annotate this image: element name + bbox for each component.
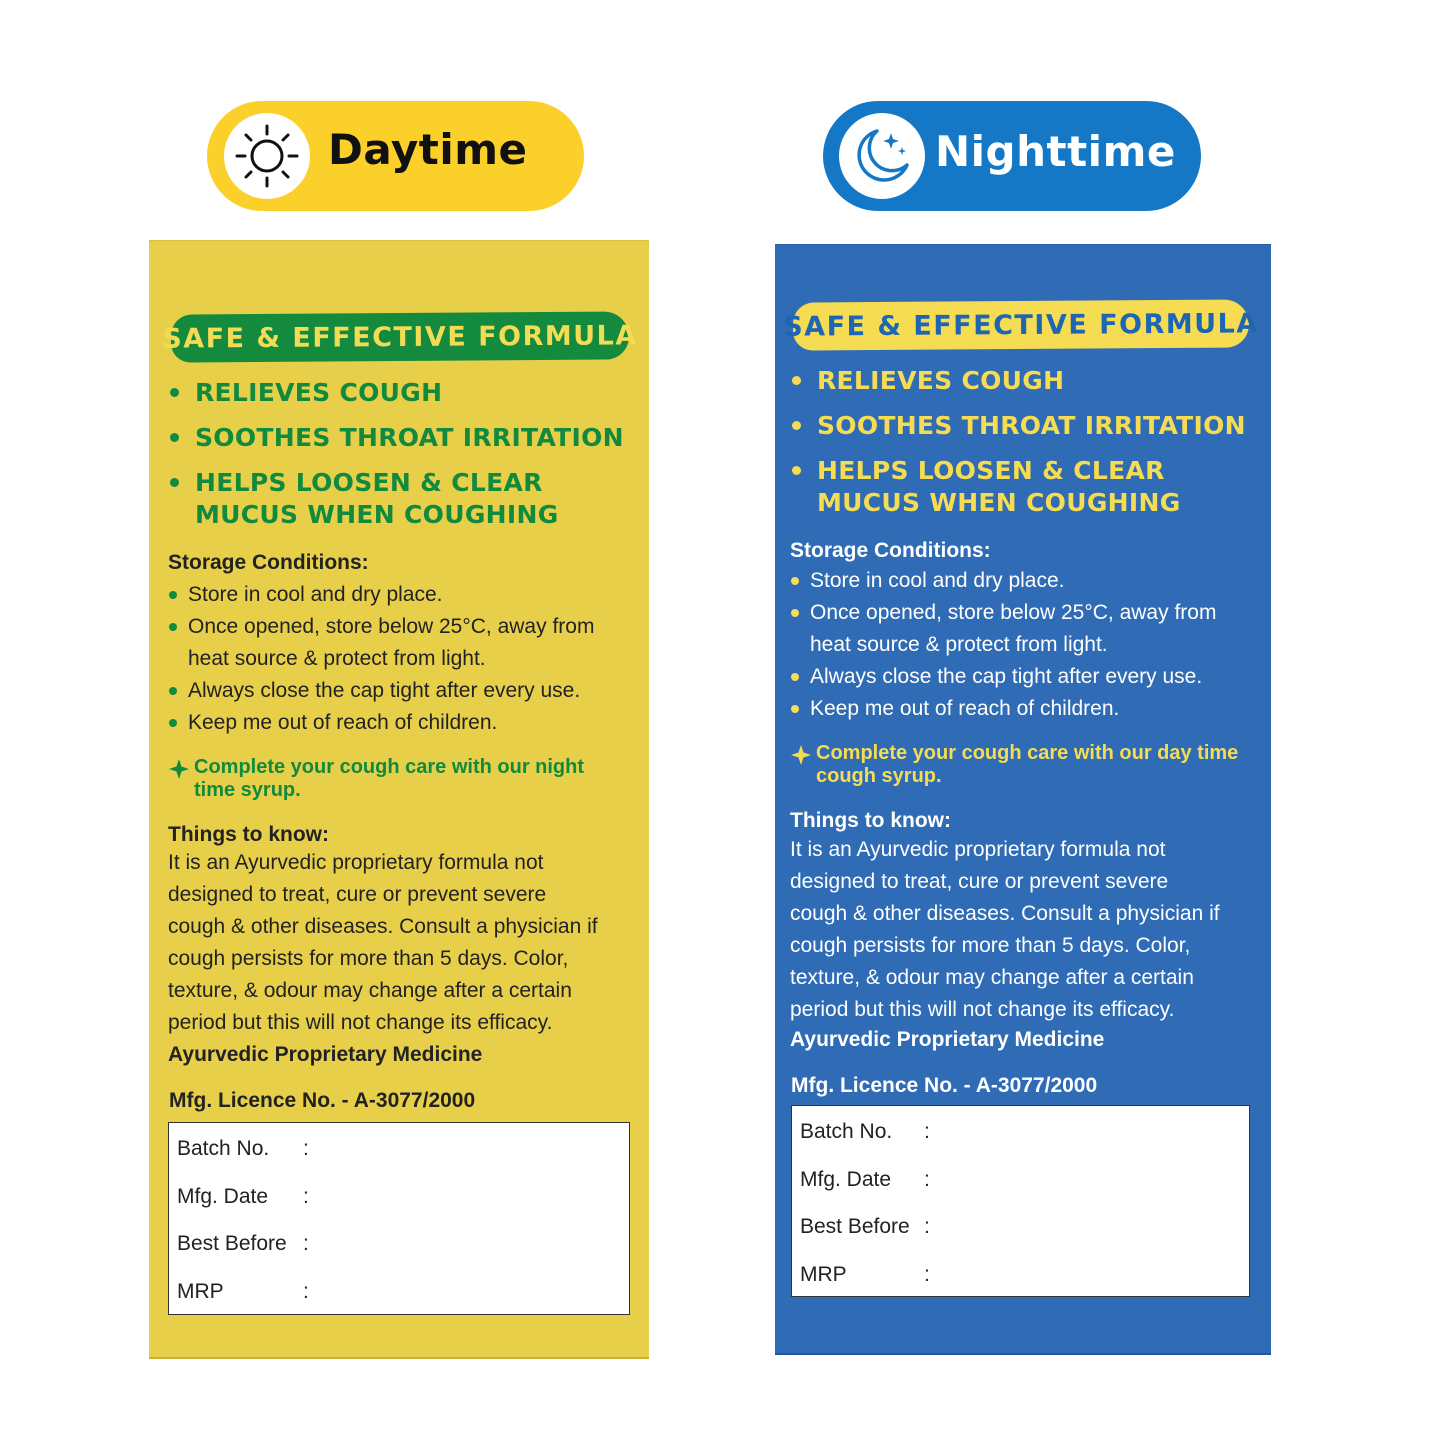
batch-row-best-before	[177, 1232, 309, 1256]
batch-row-mfg-date	[800, 1168, 930, 1192]
sparkle-icon	[169, 759, 189, 779]
moon-stars-icon	[847, 121, 917, 191]
batch-row-batch-no	[177, 1137, 309, 1161]
benefit-item: RELIEVES COUGH	[168, 377, 638, 409]
batch-row-label: Best Before	[800, 1215, 910, 1238]
cross-sell-text: Complete your cough care with our day time cough syrup.	[816, 742, 1239, 787]
storage-list	[790, 565, 1250, 725]
nighttime-badge	[823, 101, 1201, 211]
benefits-list	[168, 377, 638, 544]
storage-item: Keep me out of reach of children.	[168, 707, 628, 739]
storage-title: Storage Conditions:	[168, 551, 369, 574]
batch-row-label: Batch No.	[177, 1137, 270, 1160]
licence-number: Mfg. Licence No. - A-3077/2000	[791, 1074, 1098, 1097]
benefit-item: HELPS LOOSEN & CLEAR MUCUS WHEN COUGHING	[168, 467, 638, 531]
batch-row-colon: :	[924, 1168, 930, 1191]
batch-row-colon: :	[303, 1280, 309, 1303]
benefit-item: SOOTHES THROAT IRRITATION	[790, 410, 1260, 442]
batch-row-colon: :	[303, 1232, 309, 1255]
storage-item: Store in cool and dry place.	[790, 565, 1250, 597]
formula-headline: SAFE & EFFECTIVE FORMULA	[171, 311, 629, 362]
batch-info-box	[168, 1122, 630, 1315]
daytime-label: Daytime	[328, 125, 528, 174]
batch-row-colon: :	[303, 1185, 309, 1208]
storage-item: Once opened, store below 25°C, away from heat source & protect from light.	[168, 611, 628, 675]
batch-row-batch-no	[800, 1120, 930, 1144]
batch-row-colon: :	[924, 1215, 930, 1238]
benefit-item: SOOTHES THROAT IRRITATION	[168, 422, 638, 454]
benefit-item: RELIEVES COUGH	[790, 365, 1260, 397]
licence-number: Mfg. Licence No. - A-3077/2000	[169, 1089, 476, 1112]
things-to-know-text: It is an Ayurvedic proprietary formula not designed to treat, cure or prevent severe cough & other diseases. Consult a physician if cough persists for more than 5 days. Color, texture, & odour may change after a certain period but this will not change its efficacy.	[168, 851, 598, 1034]
storage-title: Storage Conditions:	[790, 539, 991, 562]
storage-item: Always close the cap tight after every use.	[790, 661, 1250, 693]
things-to-know-text: It is an Ayurvedic proprietary formula not designed to treat, cure or prevent severe cough & other diseases. Consult a physician if cough persists for more than 5 days. Color, texture, & odour may change after a certain period but this will not change its efficacy.	[790, 838, 1220, 1021]
medicine-type: Ayurvedic Proprietary Medicine	[790, 1028, 1105, 1051]
storage-item: Once opened, store below 25°C, away from heat source & protect from light.	[790, 597, 1250, 661]
batch-row-mrp	[177, 1280, 309, 1304]
daytime-label-panel	[149, 241, 649, 1357]
batch-info-box	[791, 1105, 1250, 1297]
medicine-type: Ayurvedic Proprietary Medicine	[168, 1043, 483, 1066]
batch-row-label: Mfg. Date	[800, 1168, 892, 1191]
batch-row-best-before	[800, 1215, 930, 1239]
storage-item: Store in cool and dry place.	[168, 579, 628, 611]
batch-row-mrp	[800, 1263, 930, 1287]
batch-row-label: Mfg. Date	[177, 1185, 269, 1208]
things-to-know-title: Things to know:	[790, 809, 951, 832]
benefits-list	[790, 365, 1260, 532]
batch-row-mfg-date	[177, 1185, 309, 1209]
nighttime-label: Nighttime	[935, 127, 1176, 176]
benefit-item: HELPS LOOSEN & CLEAR MUCUS WHEN COUGHING	[790, 455, 1260, 519]
sun-icon	[232, 121, 302, 191]
storage-item: Always close the cap tight after every use.	[168, 675, 628, 707]
storage-list	[168, 579, 628, 739]
daytime-badge	[207, 101, 584, 211]
batch-row-colon: :	[303, 1137, 309, 1160]
cross-sell-text: Complete your cough care with our night time syrup.	[194, 756, 585, 801]
batch-row-label: MRP	[177, 1280, 224, 1303]
batch-row-label: Batch No.	[800, 1120, 893, 1143]
batch-row-label: Best Before	[177, 1232, 287, 1255]
sparkle-icon	[791, 745, 811, 765]
moon-icon-circle	[839, 113, 925, 199]
nighttime-label-panel	[775, 245, 1271, 1353]
batch-row-colon: :	[924, 1263, 930, 1286]
things-to-know-title: Things to know:	[168, 823, 329, 846]
storage-item: Keep me out of reach of children.	[790, 693, 1250, 725]
sun-icon-circle	[224, 113, 310, 199]
batch-row-label: MRP	[800, 1263, 847, 1286]
batch-row-colon: :	[924, 1120, 930, 1143]
formula-headline: SAFE & EFFECTIVE FORMULA	[793, 299, 1249, 350]
